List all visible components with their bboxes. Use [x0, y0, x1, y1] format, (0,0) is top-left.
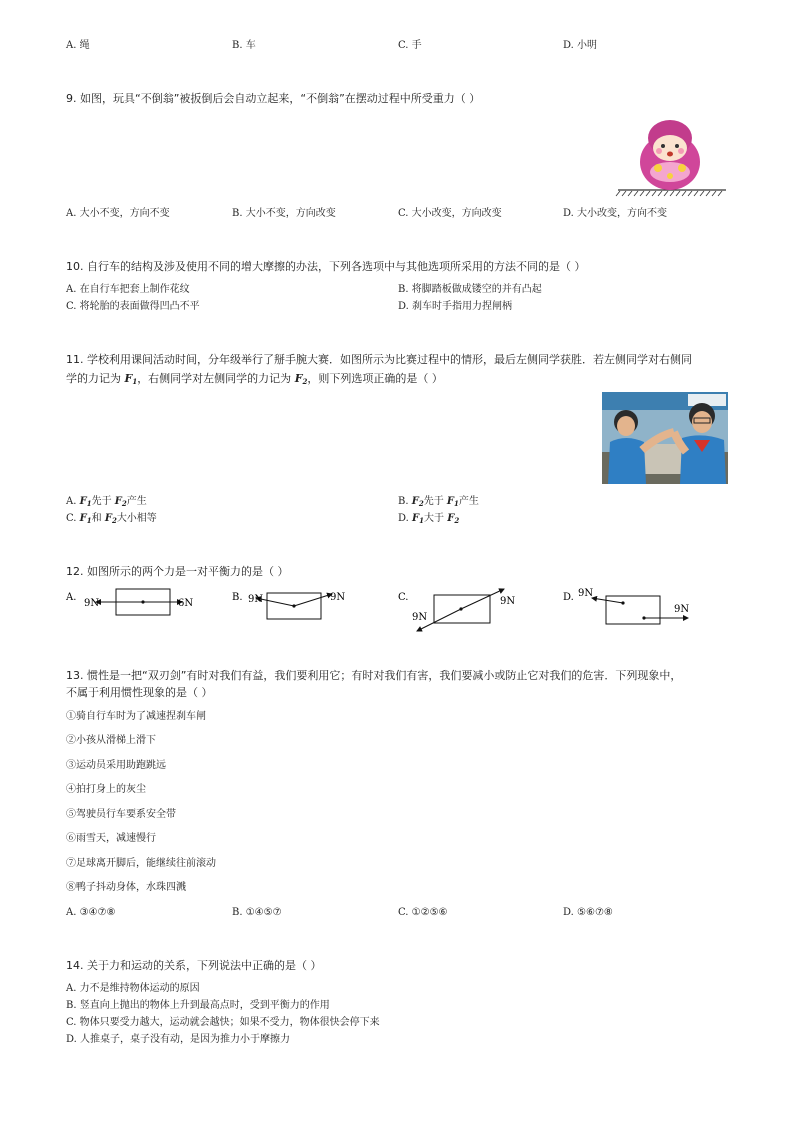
q12-b-right-force: 9N: [330, 592, 346, 603]
q10-stem: 10. 自行车的结构及涉及使用不同的增大摩擦的办法，下列各选项中与其他选项所采用的方法不同的是（ ）: [66, 260, 586, 273]
q9-option-a: A. 大小不变，方向不变: [66, 208, 170, 219]
q12-label-a: A.: [66, 592, 77, 603]
q11-stem-line2: [66, 373, 443, 385]
q9-stem: 9. 如图，玩具“不倒翁”被扳倒后会自动立起来，“不倒翁”在摆动过程中所受重力（ ）: [66, 92, 481, 105]
q13-option-d: D. ⑤⑥⑦⑧: [563, 907, 613, 918]
q8-option-a: A. 绳: [66, 40, 90, 51]
q14-option-b: B. 竖直向上抛出的物体上升到最高点时，受到平衡力的作用: [66, 1000, 330, 1011]
q13-item-6: ⑥雨雪天，减速慢行: [66, 833, 156, 844]
q12-label-b: B.: [232, 592, 243, 603]
q13-option-a: A. ③④⑦⑧: [66, 907, 116, 918]
q12-b-left-force: 9N: [248, 594, 264, 605]
q13-item-3: ③运动员采用助跑跳远: [66, 760, 166, 771]
q14-option-c: C. 物体只要受力越大，运动就会越快；如果不受力，物体很快会停下来: [66, 1017, 380, 1028]
q9-option-b: B. 大小不变，方向改变: [232, 208, 336, 219]
q13-option-c: C. ①②⑤⑥: [398, 907, 448, 918]
q14-stem: 14. 关于力和运动的关系，下列说法中正确的是（ ）: [66, 959, 322, 972]
q13-item-8: ⑧鸭子抖动身体，水珠四溅: [66, 882, 186, 893]
q8-option-c: C. 手: [398, 40, 422, 51]
q12-c-top-force: 9N: [500, 596, 516, 607]
q8-option-b: B. 车: [232, 40, 256, 51]
q8-option-d: D. 小明: [563, 40, 598, 51]
q11-option-b: B. $F_2$先于 $F_1$产生: [398, 496, 479, 508]
q11-stem-part-a: 学的力记为: [66, 372, 125, 385]
q13-option-b: B. ①④⑤⑦: [232, 907, 282, 918]
q11-stem-part-b: ，右侧同学对左侧同学的力记为: [137, 372, 295, 385]
q10-option-b: B. 将脚踏板做成镂空的并有凸起: [398, 284, 542, 295]
q13-item-7: ⑦足球离开脚后，能继续往前滚动: [66, 858, 216, 869]
arm-wrestling-photo: [602, 392, 728, 484]
q13-item-4: ④拍打身上的灰尘: [66, 784, 146, 795]
q11-stem-part-c: ，则下列选项正确的是（ ）: [307, 372, 443, 385]
q14-option-d: D. 人推桌子，桌子没有动，是因为推力小于摩擦力: [66, 1034, 291, 1045]
q12-c-bottom-force: 9N: [412, 612, 428, 623]
q11-option-a: A. $F_1$先于 $F_2$产生: [66, 496, 147, 508]
tumbler-toy-image: [614, 118, 730, 198]
q11-stem-line1: 11. 学校利用课间活动时间，分年级举行了掰手腕大赛．如图所示为比赛过程中的情形，最后左侧同学获胜．若左侧同学对右侧同: [66, 353, 692, 366]
q13-stem-line1: 13. 惯性是一把“双刃剑”有时对我们有益，我们要利用它；有时对我们有害，我们要减小或防止它对我们的危害．下列现象中，: [66, 669, 682, 682]
q13-item-5: ⑤驾驶员行车要系安全带: [66, 809, 176, 820]
q11-option-c: C. $F_1$和 $F_2$大小相等: [66, 513, 157, 525]
q13-item-2: ②小孩从滑梯上滑下: [66, 735, 156, 746]
q10-option-d: D. 刹车时手指用力捏闸柄: [398, 301, 513, 312]
q10-option-a: A. 在自行车把套上制作花纹: [66, 284, 190, 295]
q13-stem-line2: 不属于利用惯性现象的是（ ）: [66, 686, 213, 699]
q12-force-diagrams: [60, 582, 750, 638]
q13-item-1: ①骑自行车时为了减速捏刹车闸: [66, 711, 206, 722]
q12-d-right-force: 9N: [674, 604, 690, 615]
q11-option-d: D. $F_1$大于 $F_2$: [398, 513, 460, 525]
q9-option-d: D. 大小改变，方向不变: [563, 208, 668, 219]
q12-label-d: D.: [563, 592, 574, 603]
q12-a-left-force: 9N: [84, 598, 100, 609]
q14-option-a: A. 力不是维持物体运动的原因: [66, 983, 200, 994]
symbol-f2: $F_2$: [294, 372, 308, 386]
q12-d-top-force: 9N: [578, 588, 594, 599]
q12-a-right-force: 6N: [178, 598, 194, 609]
symbol-f1: $F_1$: [124, 372, 138, 386]
q10-option-c: C. 将轮胎的表面做得凹凸不平: [66, 301, 200, 312]
q9-option-c: C. 大小改变，方向改变: [398, 208, 502, 219]
q12-label-c: C.: [398, 592, 409, 603]
q12-stem: 12. 如图所示的两个力是一对平衡力的是（ ）: [66, 565, 289, 578]
